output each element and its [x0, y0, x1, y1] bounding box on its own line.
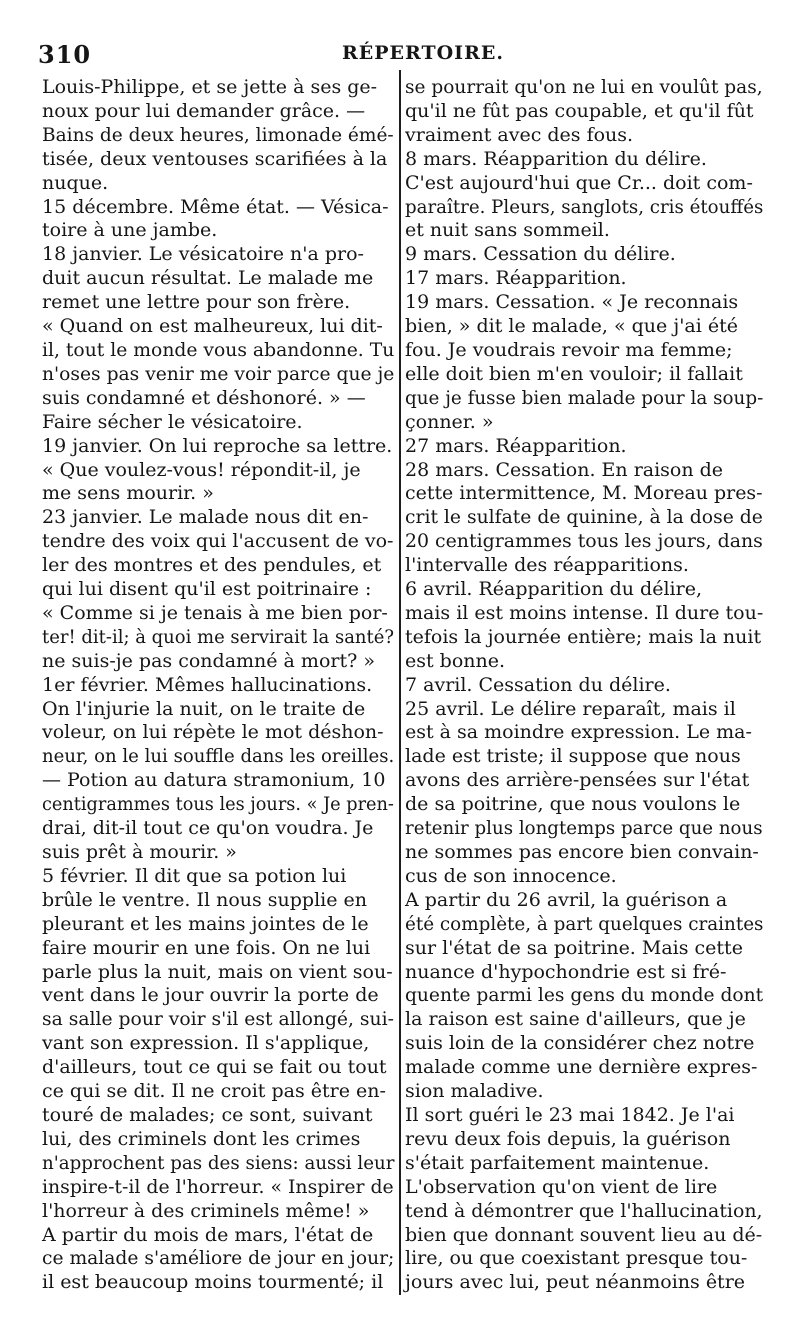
text-line: C'est aujourd'hui que Cr... doit com-: [405, 171, 753, 194]
text-line: s'était parfaitement maintenue.: [405, 1151, 710, 1174]
text-line: tefois la journée entière; mais la nuit: [405, 625, 762, 648]
text-line: 25 avril. Le délire reparaît, mais il: [405, 697, 736, 720]
text-line: On l'injurie la nuit, on le traite de: [42, 697, 366, 720]
text-line: çonner. »: [405, 410, 494, 433]
text-line: 27 mars. Réapparition.: [405, 434, 627, 457]
text-line: ter! dit-il; à quoi me servirait la santé?: [42, 625, 395, 648]
text-line: 9 mars. Cessation du délire.: [405, 243, 676, 266]
text-line: nuque.: [42, 171, 109, 194]
text-line: neur, on le lui souffle dans les oreilles.: [42, 745, 395, 768]
text-line: ce malade s'améliore de jour en jour;: [42, 1247, 395, 1270]
page-number: 310: [38, 40, 92, 69]
text-line: été complète, à part quelques craintes: [405, 912, 764, 935]
text-line: remet une lettre pour son frère.: [42, 291, 351, 314]
text-line: mais il est moins intense. Il dure tou-: [405, 601, 764, 624]
text-line: il, tout le monde vous abandonne. Tu: [42, 338, 395, 361]
text-line: quente parmi les gens du monde dont: [405, 984, 764, 1007]
text-line: 17 mars. Réapparition.: [405, 267, 627, 290]
text-line: lade est triste; il suppose que nous: [405, 745, 741, 768]
left-column: [42, 76, 394, 1295]
text-line: elle doit bien m'en vouloir; il fallait: [405, 362, 743, 385]
text-line: cus de son innocence.: [405, 864, 617, 887]
text-line: 20 centigrammes tous les jours, dans: [405, 530, 763, 553]
text-line: toire à une jambe.: [42, 219, 218, 242]
text-line: avons des arrière-pensées sur l'état: [405, 769, 750, 792]
text-line: me sens mourir. »: [42, 482, 214, 505]
text-line: n'oses pas venir me voir parce que je: [42, 362, 395, 385]
text-line: la raison est saine d'ailleurs, que je: [405, 1008, 746, 1031]
text-line: 8 mars. Réapparition du délire.: [405, 147, 707, 170]
text-line: tisée, deux ventouses scarifiées à la: [42, 147, 388, 170]
text-line: qui lui disent qu'il est poitrinaire :: [42, 578, 372, 601]
text-line: ne suis-je pas condamné à mort? »: [42, 649, 375, 672]
text-line: retenir plus longtemps parce que nous: [405, 817, 763, 840]
text-line: sion maladive.: [405, 1080, 544, 1103]
text-line: bien que donnant souvent lieu au dé-: [405, 1223, 763, 1246]
text-line: ne sommes pas encore bien convain-: [405, 841, 759, 863]
text-line: est à sa moindre expression. Le ma-: [405, 721, 752, 744]
text-line: vent dans le jour ouvrir la porte de: [42, 984, 379, 1007]
text-line: suis loin de la considérer chez notre: [405, 1032, 755, 1055]
text-line: « Que voulez-vous! répondit-il, je: [42, 458, 361, 481]
text-line: 6 avril. Réapparition du délire,: [405, 578, 702, 601]
text-line: se pourrait qu'on ne lui en voulût pas,: [405, 76, 763, 98]
text-line: ler des montres et des pendules, et: [42, 554, 382, 577]
text-line: noux pour lui demander grâce. —: [42, 99, 366, 122]
right-column: [405, 76, 763, 1295]
text-line: 5 février. Il dit que sa potion lui: [42, 864, 347, 887]
text-line: tend à démontrer que l'hallucination,: [405, 1199, 763, 1222]
text-line: A partir du mois de mars, l'état de: [42, 1223, 374, 1246]
text-line: drai, dit-il tout ce qu'on voudra. Je: [42, 817, 374, 840]
text-line: pleurant et les mains jointes de le: [42, 912, 369, 935]
text-line: touré de malades; ce sont, suivant: [42, 1103, 373, 1126]
text-line: est bonne.: [405, 649, 506, 672]
text-line: et nuit sans sommeil.: [405, 219, 610, 242]
text-line: paraître. Pleurs, sanglots, cris étouffés: [405, 195, 764, 218]
text-line: lui, des criminels dont les crimes: [42, 1127, 361, 1150]
text-line: de sa poitrine, que nous voulons le: [405, 793, 741, 816]
text-line: faire mourir en une fois. On ne lui: [42, 936, 371, 959]
text-line: L'observation qu'on vient de lire: [405, 1175, 718, 1198]
text-line: « Comme si je tenais à me bien por-: [42, 601, 388, 624]
text-line: lire, ou que coexistant presque tou-: [405, 1247, 748, 1270]
text-line: 7 avril. Cessation du délire.: [405, 673, 671, 696]
text-line: jours avec lui, peut néanmoins être: [405, 1271, 746, 1294]
text-line: inspire-t-il de l'horreur. « Inspirer de: [42, 1175, 394, 1198]
text-line: Faire sécher le vésicatoire.: [42, 410, 303, 433]
text-line: centigrammes tous les jours. « Je pren-: [42, 793, 394, 816]
text-line: fou. Je voudrais revoir ma femme;: [405, 338, 733, 361]
text-line: brûle le ventre. Il nous supplie en: [42, 888, 368, 911]
text-line: l'intervalle des réapparitions.: [405, 554, 689, 577]
text-line: suis prêt à mourir. »: [42, 841, 237, 863]
text-line: — Potion au datura stramonium, 10: [42, 769, 386, 792]
text-line: parle plus la nuit, mais on vient sou-: [42, 960, 393, 983]
text-line: vraiment avec des fous.: [405, 123, 634, 146]
text-line: 15 décembre. Même état. — Vésica-: [42, 195, 389, 218]
page-header: [38, 40, 798, 74]
text-line: bien, » dit le malade, « que j'ai été: [405, 315, 739, 338]
text-line: « Quand on est malheureux, lui dit-: [42, 315, 383, 338]
text-line: n'approchent pas des siens: aussi leur: [42, 1151, 395, 1174]
text-line: A partir du 26 avril, la guérison a: [405, 888, 728, 911]
text-line: Il sort guéri le 23 mai 1842. Je l'ai: [405, 1103, 735, 1126]
text-line: ce qui se dit. Il ne croit pas être en-: [42, 1080, 386, 1103]
text-line: que je fusse bien malade pour la soup-: [405, 386, 764, 409]
text-line: 19 janvier. On lui reproche sa lettre.: [42, 434, 393, 457]
text-line: Bains de deux heures, limonade émé-: [42, 123, 394, 146]
text-line: d'ailleurs, tout ce qui se fait ou tout: [42, 1056, 387, 1079]
text-line: tendre des voix qui l'accusent de vo-: [42, 530, 394, 553]
text-line: suis condamné et déshonoré. » —: [42, 386, 366, 409]
text-line: 19 mars. Cessation. « Je reconnais: [405, 291, 739, 314]
text-line: 23 janvier. Le malade nous dit en-: [42, 506, 369, 529]
running-title: RÉPERTOIRE.: [342, 42, 504, 64]
text-line: Louis-Philippe, et se jette à ses ge-: [42, 76, 378, 98]
text-line: cette intermittence, M. Moreau pres-: [405, 482, 763, 505]
text-line: 1er février. Mêmes hallucinations.: [42, 673, 373, 696]
column-divider: [399, 70, 401, 1295]
text-line: 18 janvier. Le vésicatoire n'a pro-: [42, 243, 364, 266]
text-line: vant son expression. Il s'applique,: [42, 1032, 370, 1055]
text-line: il est beaucoup moins tourmenté; il: [42, 1271, 384, 1294]
text-line: sur l'état de sa poitrine. Mais cette: [405, 936, 743, 959]
text-line: 28 mars. Cessation. En raison de: [405, 458, 724, 481]
text-line: duit aucun résultat. Le malade me: [42, 267, 374, 290]
text-line: qu'il ne fût pas coupable, et qu'il fût: [405, 99, 754, 122]
text-line: l'horreur à des criminels même! »: [42, 1199, 370, 1222]
text-line: crit le sulfate de quinine, à la dose de: [405, 506, 763, 529]
text-line: malade comme une dernière expres-: [405, 1056, 758, 1079]
text-line: voleur, on lui répète le mot déshon-: [42, 721, 384, 744]
text-line: sa salle pour voir s'il est allongé, sui-: [42, 1008, 394, 1031]
text-line: revu deux fois depuis, la guérison: [405, 1127, 731, 1150]
text-line: nuance d'hypochondrie est si fré-: [405, 960, 727, 983]
